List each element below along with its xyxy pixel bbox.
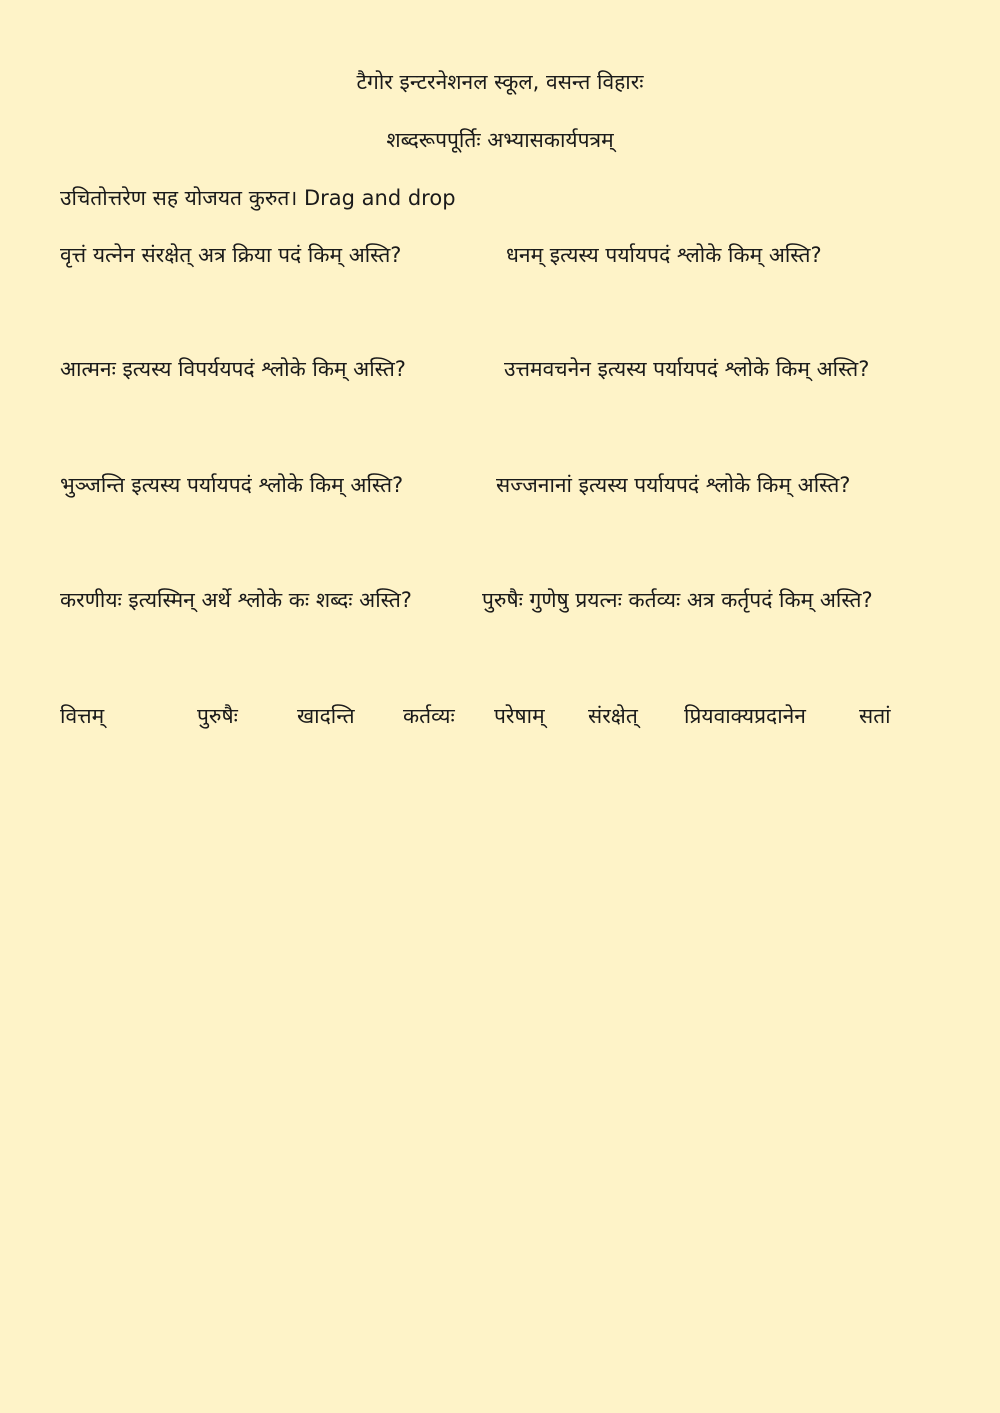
school-name: टैगोर इन्टरनेशनल स्कूल, वसन्त विहारः	[356, 70, 644, 94]
question-6: सज्जनानां इत्यस्य पर्यायपदं श्लोके किम् अस्ति?	[496, 473, 851, 497]
instruction-text: उचितोत्तरेण सह योजयत कुरुत। Drag and drop	[60, 186, 456, 210]
answer-option[interactable]: खादन्ति	[297, 704, 355, 728]
question-7: करणीयः इत्यस्मिन् अर्थे श्लोके कः शब्दः अस्ति?	[60, 588, 412, 612]
answer-option[interactable]: पुरुषैः	[197, 704, 238, 728]
answer-option[interactable]: कर्तव्यः	[403, 704, 455, 728]
question-1: वृत्तं यत्नेन संरक्षेत् अत्र क्रिया पदं किम् अस्ति?	[60, 243, 402, 267]
question-4: उत्तमवचनेन इत्यस्य पर्यायपदं श्लोके किम् अस्ति?	[504, 357, 870, 381]
answer-option[interactable]: वित्तम्	[60, 704, 105, 728]
question-5: भुञ्जन्ति इत्यस्य पर्यायपदं श्लोके किम् अस्ति?	[60, 473, 404, 497]
answer-option[interactable]: सतां	[859, 704, 891, 728]
question-3: आत्मनः इत्यस्य विपर्ययपदं श्लोके किम् अस्ति?	[60, 357, 406, 381]
answer-option[interactable]: संरक्षेत्	[588, 704, 638, 728]
question-8: पुरुषैः गुणेषु प्रयत्नः कर्तव्यः अत्र कर्तृपदं किम् अस्ति?	[482, 588, 873, 612]
answer-option[interactable]: परेषाम्	[494, 704, 545, 728]
answer-option[interactable]: प्रियवाक्यप्रदानेन	[684, 704, 806, 728]
worksheet-title: शब्दरूपपूर्तिः अभ्यासकार्यपत्रम्	[386, 128, 614, 152]
question-2: धनम् इत्यस्य पर्यायपदं श्लोके किम् अस्ति?	[506, 243, 822, 267]
